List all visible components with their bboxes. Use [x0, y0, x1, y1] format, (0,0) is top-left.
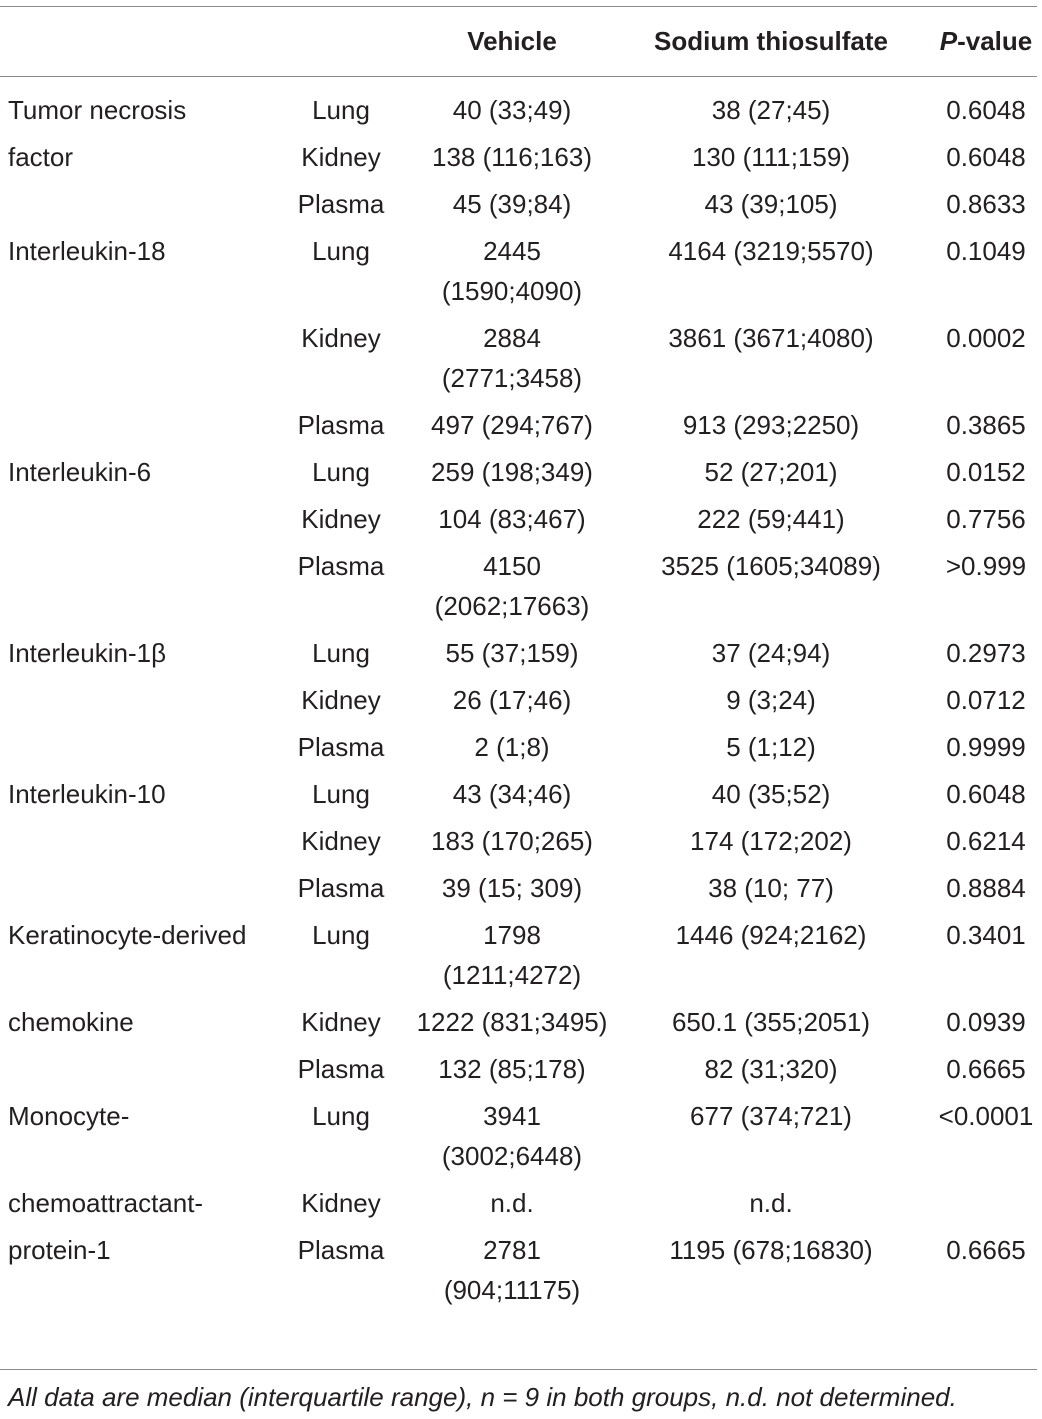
cell-vehicle: 2884 (2771;3458) — [441, 323, 583, 393]
header-sodium-thiosulfate: Sodium thiosulfate — [654, 26, 888, 56]
cell-sodium-thiosulfate: 677 (374;721) — [690, 1101, 852, 1131]
cell-marker: chemoattractant- — [8, 1188, 204, 1218]
cell-vehicle: n.d. — [490, 1188, 534, 1218]
cell-vehicle: 132 (85;178) — [438, 1054, 586, 1084]
cell-vehicle: 104 (83;467) — [438, 504, 586, 534]
table-header — [0, 6, 1042, 76]
cell-sample: Lung — [312, 1101, 370, 1131]
table-row — [0, 76, 1042, 134]
cell-marker — [0, 181, 270, 228]
header-p-suffix: -value — [957, 26, 1033, 56]
table-row — [0, 724, 1042, 771]
cell-vehicle: 45 (39;84) — [452, 189, 572, 219]
cell-marker: Interleukin-1β — [8, 638, 167, 668]
header-p-italic: P — [939, 26, 958, 56]
cytokine-table — [0, 6, 1042, 1314]
cell-vehicle: 2 (1;8) — [474, 732, 550, 762]
cell-vehicle: 259 (198;349) — [431, 457, 593, 487]
cell-marker — [0, 315, 270, 402]
cell-sodium-thiosulfate: 38 (10; 77) — [708, 873, 834, 903]
cell-p-value: 0.6665 — [946, 1235, 1026, 1265]
cell-vehicle: 497 (294;767) — [431, 410, 593, 440]
cell-marker — [0, 724, 270, 771]
table-row — [0, 496, 1042, 543]
cell-sodium-thiosulfate: 650.1 (355;2051) — [671, 1007, 871, 1037]
cell-marker: protein-1 — [8, 1235, 111, 1265]
cell-p-value: 0.3401 — [946, 920, 1026, 950]
cell-vehicle: 138 (116;163) — [432, 142, 592, 172]
table-row — [0, 134, 1042, 181]
cell-vehicle: 43 (34;46) — [452, 779, 572, 809]
cell-sample: Kidney — [301, 504, 381, 534]
cell-marker — [0, 496, 270, 543]
cell-marker: Interleukin-18 — [8, 236, 166, 266]
cell-p-value: 0.7756 — [946, 504, 1026, 534]
cell-sodium-thiosulfate: 222 (59;441) — [697, 504, 845, 534]
cell-sample: Lung — [312, 236, 370, 266]
cell-p-value: 0.8884 — [946, 873, 1026, 903]
cell-sodium-thiosulfate: 9 (3;24) — [726, 685, 816, 715]
cell-marker: factor — [8, 142, 74, 172]
cell-p-value: 0.9999 — [946, 732, 1026, 762]
cell-vehicle: 4150 (2062;17663) — [434, 551, 590, 621]
cell-p-value: 0.0939 — [946, 1007, 1026, 1037]
cell-vehicle: 40 (33;49) — [452, 95, 572, 125]
table-row — [0, 402, 1042, 449]
cell-sample: Plasma — [297, 410, 385, 440]
cell-vehicle: 26 (17;46) — [452, 685, 572, 715]
cell-p-value: >0.999 — [945, 551, 1027, 581]
cell-sodium-thiosulfate: 5 (1;12) — [726, 732, 816, 762]
cell-p-value — [930, 1180, 1042, 1227]
cell-sample: Kidney — [301, 323, 381, 353]
cell-marker — [0, 865, 270, 912]
cell-marker — [0, 1046, 270, 1093]
cell-sample: Plasma — [297, 1235, 385, 1265]
cell-p-value: 0.0712 — [946, 685, 1026, 715]
header-p-value — [930, 6, 1042, 76]
table-row — [0, 912, 1042, 999]
table-row — [0, 315, 1042, 402]
cell-sample: Kidney — [301, 1007, 381, 1037]
cell-marker — [0, 677, 270, 724]
table-row — [0, 543, 1042, 630]
cell-vehicle: 1222 (831;3495) — [416, 1007, 608, 1037]
table-row — [0, 1046, 1042, 1093]
cell-p-value: 0.6048 — [946, 779, 1026, 809]
cell-sodium-thiosulfate: 43 (39;105) — [704, 189, 838, 219]
cell-marker — [0, 402, 270, 449]
cell-marker: Interleukin-10 — [8, 779, 166, 809]
cell-sample: Plasma — [297, 551, 385, 581]
cell-p-value: 0.2973 — [946, 638, 1026, 668]
cell-vehicle: 3941 (3002;6448) — [441, 1101, 583, 1171]
cell-sample: Plasma — [297, 873, 385, 903]
cell-marker: Monocyte- — [8, 1101, 130, 1131]
cell-p-value: <0.0001 — [938, 1101, 1034, 1131]
cell-sodium-thiosulfate: 52 (27;201) — [704, 457, 838, 487]
table-row — [0, 677, 1042, 724]
header-sample — [270, 6, 412, 76]
cell-sample: Kidney — [301, 142, 381, 172]
cell-vehicle: 55 (37;159) — [445, 638, 579, 668]
cell-marker — [0, 543, 270, 630]
cell-sodium-thiosulfate: 37 (24;94) — [711, 638, 831, 668]
cell-p-value: 0.0152 — [946, 457, 1026, 487]
table-row — [0, 865, 1042, 912]
cell-vehicle: 2445 (1590;4090) — [441, 236, 583, 306]
cell-p-value: 0.1049 — [946, 236, 1026, 266]
table-row — [0, 1180, 1042, 1227]
cell-sample: Lung — [312, 95, 370, 125]
header-marker — [0, 6, 270, 76]
table-row — [0, 999, 1042, 1046]
table-footnote: All data are median (interquartile range), n = 9 in both groups, n.d. not determined. — [8, 1382, 957, 1412]
cell-vehicle: 2781 (904;11175) — [443, 1235, 581, 1305]
cell-p-value: 0.6048 — [946, 142, 1026, 172]
table-row — [0, 771, 1042, 818]
cell-sample: Kidney — [301, 826, 381, 856]
cell-sodium-thiosulfate: n.d. — [749, 1188, 793, 1218]
cell-p-value: 0.0002 — [946, 323, 1026, 353]
cell-sample: Kidney — [301, 685, 381, 715]
cell-marker — [0, 818, 270, 865]
table-row — [0, 228, 1042, 315]
cell-sample: Lung — [312, 457, 370, 487]
table-row — [0, 449, 1042, 496]
cell-sodium-thiosulfate: 40 (35;52) — [711, 779, 831, 809]
cell-p-value: 0.6214 — [946, 826, 1026, 856]
cell-sample: Lung — [312, 920, 370, 950]
cell-sample: Lung — [312, 779, 370, 809]
cell-sodium-thiosulfate: 4164 (3219;5570) — [668, 236, 874, 266]
table-row — [0, 181, 1042, 228]
cell-sodium-thiosulfate: 174 (172;202) — [690, 826, 852, 856]
cell-marker: Keratinocyte-derived — [8, 920, 247, 950]
cell-p-value: 0.8633 — [946, 189, 1026, 219]
table-body — [0, 76, 1042, 1314]
cell-sodium-thiosulfate: 82 (31;320) — [704, 1054, 838, 1084]
cell-sodium-thiosulfate: 913 (293;2250) — [682, 410, 860, 440]
header-vehicle: Vehicle — [467, 26, 557, 56]
cell-sample: Kidney — [301, 1188, 381, 1218]
cell-vehicle: 1798 (1211;4272) — [442, 920, 582, 990]
cell-sodium-thiosulfate: 1195 (678;16830) — [669, 1235, 873, 1265]
cell-marker: Tumor necrosis — [8, 95, 187, 125]
cell-marker: Interleukin-6 — [8, 457, 152, 487]
cell-vehicle: 183 (170;265) — [431, 826, 593, 856]
cell-vehicle: 39 (15; 309) — [441, 873, 583, 903]
table-row — [0, 1093, 1042, 1180]
bottom-rule — [0, 1369, 1037, 1370]
cell-p-value: 0.6665 — [946, 1054, 1026, 1084]
cell-marker: chemokine — [8, 1007, 134, 1037]
cell-sodium-thiosulfate: 1446 (924;2162) — [675, 920, 867, 950]
cell-sodium-thiosulfate: 130 (111;159) — [691, 142, 851, 172]
cell-p-value: 0.6048 — [946, 95, 1026, 125]
cell-sodium-thiosulfate: 3525 (1605;34089) — [661, 551, 881, 581]
cell-sodium-thiosulfate: 3861 (3671;4080) — [668, 323, 874, 353]
table-row — [0, 818, 1042, 865]
table-row — [0, 1227, 1042, 1314]
cell-sample: Lung — [312, 638, 370, 668]
cell-sample: Plasma — [297, 1054, 385, 1084]
table-row — [0, 630, 1042, 677]
cell-p-value: 0.3865 — [946, 410, 1026, 440]
cell-sample: Plasma — [297, 732, 385, 762]
header-row — [0, 6, 1042, 76]
cell-sodium-thiosulfate: 38 (27;45) — [711, 95, 831, 125]
cell-sample: Plasma — [297, 189, 385, 219]
